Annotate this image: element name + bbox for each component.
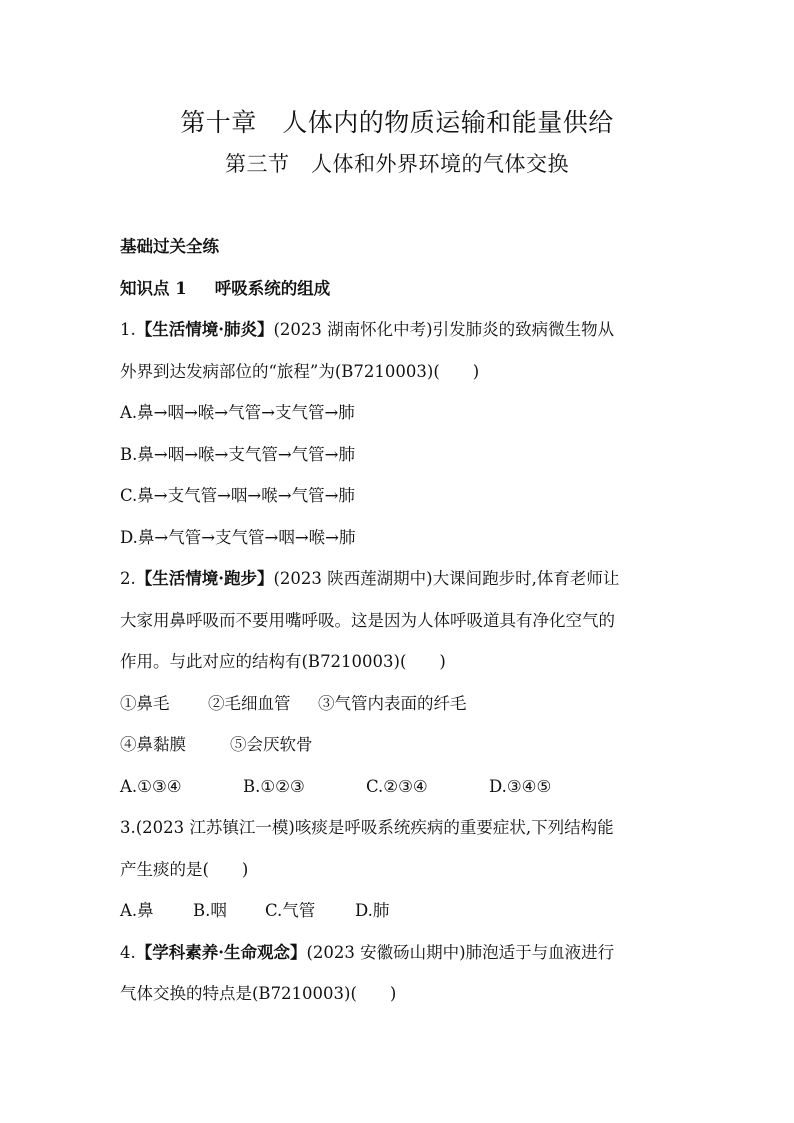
question-3-stem-cont: 产生痰的是( ) <box>120 859 249 879</box>
item-2: ②毛细血管 <box>208 693 291 713</box>
question-tag: 【生活情境·跑步】 <box>135 569 274 588</box>
option-d: D.肺 <box>355 901 390 920</box>
question-2-options <box>120 766 690 808</box>
question-number: 2. <box>120 569 136 588</box>
chapter-title: 第十章 人体内的物质运输和能量供给 <box>180 108 614 137</box>
question-1-stem <box>120 309 690 351</box>
option-c: C.气管 <box>265 901 316 920</box>
question-4-stem <box>120 932 690 974</box>
question-number: 1. <box>120 320 136 339</box>
knowledge-point-heading <box>120 268 690 310</box>
question-2-items-row-2 <box>120 724 690 766</box>
question-3-stem: 3.(2023 江苏镇江一模)咳痰是呼吸系统疾病的重要症状,下列结构能 <box>120 818 614 837</box>
question-4-stem-cont: 气体交换的特点是(B7210003)( ) <box>120 984 397 1003</box>
item-5: ⑤会厌软骨 <box>230 735 313 754</box>
question-1-option-c: C.鼻→支气管→咽→喉→气管→肺 <box>120 486 355 505</box>
question-text: (2023 湖南怀化中考)引发肺炎的致病微生物从 <box>273 320 615 339</box>
option-b: B.①②③ <box>243 776 305 796</box>
practice-heading: 基础过关全练 <box>120 237 219 256</box>
question-tag: 【学科素养·生命观念】 <box>135 942 307 962</box>
question-1-option-d: D.鼻→气管→支气管→咽→喉→肺 <box>120 527 356 547</box>
item-3: ③气管内表面的纤毛 <box>318 693 467 713</box>
question-number: 4. <box>120 942 136 962</box>
option-c: C.②③④ <box>366 776 428 796</box>
question-text: (2023 陕西莲湖期中)大课间跑步时,体育老师让 <box>273 569 620 588</box>
question-1-option-a: A.鼻→咽→喉→气管→支气管→肺 <box>120 403 355 422</box>
question-2-stem-end: 作用。与此对应的结构有(B7210003)( ) <box>120 652 446 671</box>
option-a: A.①③④ <box>120 776 182 796</box>
option-d: D.③④⑤ <box>489 776 552 796</box>
question-2-items-row-1 <box>120 683 690 725</box>
question-2-stem <box>120 558 690 600</box>
knowledge-point-title: 呼吸系统的组成 <box>214 278 331 298</box>
item-4: ④鼻黏膜 <box>120 735 186 754</box>
option-a: A.鼻 <box>120 901 154 920</box>
question-1-stem-cont: 外界到达发病部位的“旅程”为(B7210003)( ) <box>120 361 480 381</box>
question-tag: 【生活情境·肺炎】 <box>135 320 274 339</box>
question-1-option-b: B.鼻→咽→喉→支气管→气管→肺 <box>120 444 355 464</box>
knowledge-point-label: 知识点 1 <box>120 278 187 298</box>
section-title: 第三节 人体和外界环境的气体交换 <box>225 152 569 176</box>
question-3-options <box>120 890 690 932</box>
question-text: (2023 安徽砀山期中)肺泡适于与血液进行 <box>306 942 615 962</box>
exercise-content <box>120 226 690 1015</box>
item-1: ①鼻毛 <box>120 693 170 713</box>
option-b: B.咽 <box>193 901 227 920</box>
question-2-stem-cont: 大家用鼻呼吸而不要用嘴呼吸。这是因为人体呼吸道具有净化空气的 <box>120 610 615 630</box>
